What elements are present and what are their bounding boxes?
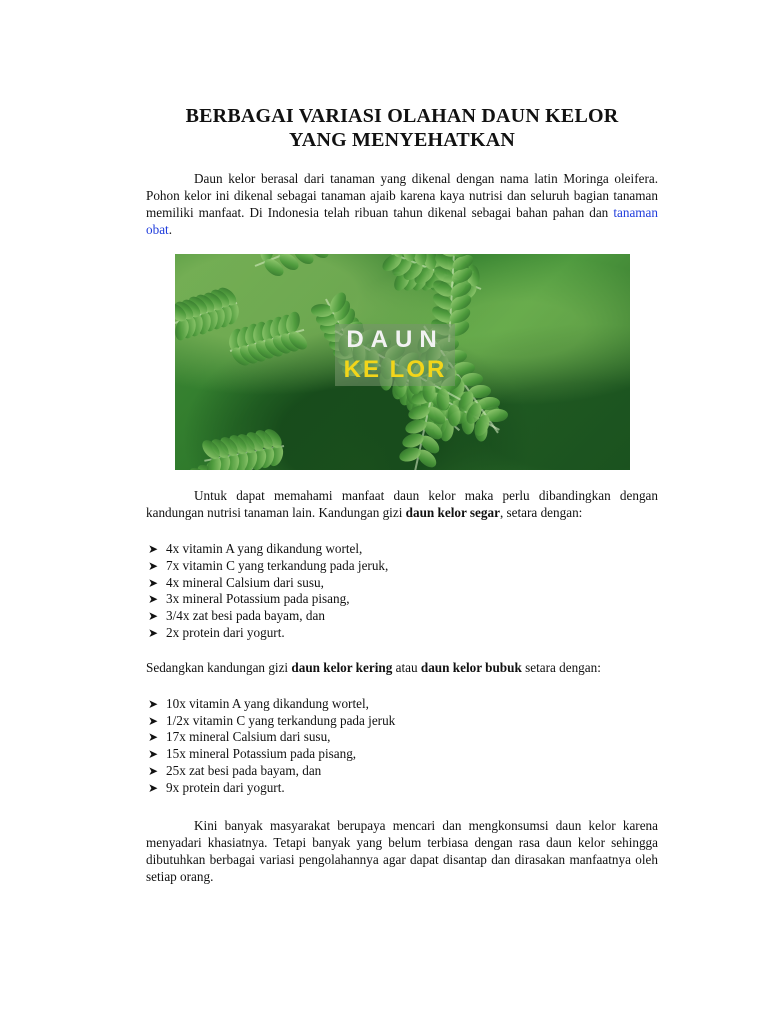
list-item-text: 9x protein dari yogurt.	[166, 779, 285, 795]
image-caption-line-2: KE LOR	[343, 356, 447, 383]
list-item	[146, 746, 658, 763]
arrowhead-bullet-icon: ➤	[148, 542, 159, 556]
arrowhead-bullet-icon: ➤	[148, 696, 159, 711]
closing-paragraph: Kini banyak masyarakat berupaya mencari dan mengkonsumsi daun kelor karena menyadari khasiatnya. Tetapi banyak yang belum terbiasa dengan rasa daun kelor sehingga dibutuhkan berbagai variasi pengolahannya agar dapat disantap dan dirasakan manfaatnya oleh setiap orang.	[146, 817, 658, 884]
intro-paragraph	[146, 170, 658, 238]
daun-kelor-segar-bold: daun kelor segar	[405, 505, 500, 520]
list-item-text: 7x vitamin C yang terkandung pada jeruk,	[166, 557, 389, 573]
list-item-text: 3x mineral Potassium pada pisang,	[166, 591, 350, 607]
document-body	[146, 104, 658, 238]
arrowhead-bullet-icon: ➤	[148, 747, 159, 762]
image-caption-line-1: DAUN	[346, 326, 444, 353]
arrowhead-bullet-icon: ➤	[148, 780, 159, 795]
list-item-text: 10x vitamin A yang dikandung wortel,	[166, 695, 369, 711]
comparison-paragraph	[146, 487, 658, 521]
dry-end: setara dengan:	[521, 659, 601, 675]
page-title	[146, 104, 658, 152]
list-item	[146, 696, 658, 713]
list-item	[146, 541, 658, 558]
list-item	[146, 763, 658, 780]
list-item-text: 25x zat besi pada bayam, dan	[166, 762, 322, 778]
arrowhead-bullet-icon: ➤	[148, 713, 159, 728]
list-item-text: 2x protein dari yogurt.	[166, 624, 285, 640]
comparison-text: Untuk dapat memahami manfaat daun kelor maka perlu dibandingkan dengan kandungan nutrisi tanaman lain. Kandungan gizi	[146, 488, 658, 520]
arrowhead-bullet-icon: ➤	[148, 592, 159, 607]
tanaman-obat-link[interactable]: tanaman obat	[146, 205, 658, 237]
list-item-text: 15x mineral Potassium pada pisang,	[166, 746, 357, 762]
intro-text: Daun kelor berasal dari tanaman yang dikenal dengan nama latin Moringa oleifera. Pohon kelor ini dikenal sebagai tanaman ajaib karena kaya nutrisi dan seluruh bagian tanaman memiliki manfaat. Di Indonesia telah ribuan tahun dikenal sebagai bahan pahan dan	[146, 171, 658, 220]
list-item-text: 17x mineral Calsium dari susu,	[166, 729, 331, 745]
dry-text-2: atau	[392, 659, 421, 675]
dry-text-1: Sedangkan kandungan gizi	[146, 659, 292, 675]
list-item-text: 4x mineral Calsium dari susu,	[166, 574, 324, 590]
arrowhead-bullet-icon: ➤	[148, 763, 159, 778]
list-item-text: 4x vitamin A yang dikandung wortel,	[166, 541, 363, 556]
intro-end: .	[168, 222, 173, 237]
list-item	[146, 608, 658, 625]
list-item	[146, 780, 658, 797]
list-item-text: 3/4x zat besi pada bayam, dan	[166, 608, 325, 624]
arrowhead-bullet-icon: ➤	[148, 575, 159, 590]
document-body-continued	[146, 487, 658, 885]
list-item	[146, 575, 658, 592]
daun-kelor-bubuk-bold: daun kelor bubuk	[420, 659, 522, 675]
image-caption-badge	[335, 324, 455, 386]
list-item	[146, 713, 658, 730]
list-item	[146, 625, 658, 642]
list-item	[146, 729, 658, 746]
arrowhead-bullet-icon: ➤	[148, 609, 159, 624]
daun-kelor-kering-bold: daun kelor kering	[291, 659, 393, 675]
arrowhead-bullet-icon: ➤	[148, 730, 159, 745]
leaf	[436, 388, 450, 410]
daun-kelor-image	[175, 254, 630, 470]
arrowhead-bullet-icon: ➤	[148, 625, 159, 640]
fresh-nutrition-list	[146, 541, 658, 642]
comparison-end: , setara dengan:	[499, 505, 583, 520]
list-item	[146, 558, 658, 575]
dry-comparison-paragraph	[146, 659, 658, 676]
dry-nutrition-list	[146, 696, 658, 797]
title-line-2: YANG MENYEHATKAN	[289, 129, 515, 151]
title-line-1: BERBAGAI VARIASI OLAHAN DAUN KELOR	[185, 105, 619, 127]
list-item-text: 1/2x vitamin C yang terkandung pada jeruk	[166, 712, 396, 728]
list-item	[146, 591, 658, 608]
arrowhead-bullet-icon: ➤	[148, 558, 159, 573]
